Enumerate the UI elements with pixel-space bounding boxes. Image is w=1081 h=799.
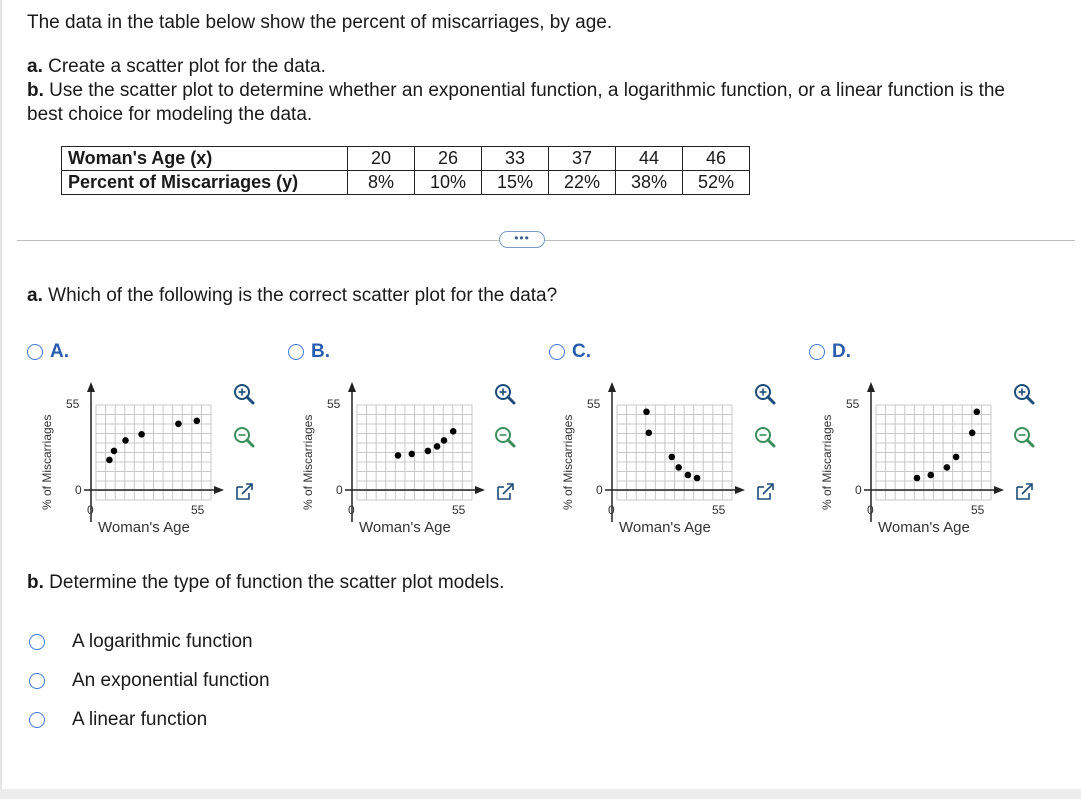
y-tick-label: 55	[327, 397, 341, 411]
scatter-point	[434, 443, 441, 450]
x-tick-label: 55	[971, 503, 985, 517]
table-row-x	[62, 147, 750, 171]
x-tick-label: 55	[452, 503, 466, 517]
part-a-prefix: a.	[27, 56, 43, 77]
scatter-point	[409, 451, 416, 458]
grid	[876, 405, 991, 500]
y-tick-label: 55	[846, 397, 860, 411]
pop-out-icon[interactable]	[498, 484, 513, 499]
option-logarithmic-label: A logarithmic function	[72, 631, 253, 652]
table-cell: 15%	[482, 171, 549, 195]
table-cell: 8%	[348, 171, 415, 195]
y-tick-label: 0	[855, 483, 862, 497]
x-axis-label: Woman's Age	[359, 519, 451, 536]
x-header: Woman's Age (x)	[62, 147, 348, 171]
pop-out-icon[interactable]	[1017, 484, 1032, 499]
option-c-letter: C.	[572, 341, 591, 362]
intro-text: The data in the table below show the percent of miscarriages, by age.	[27, 12, 613, 33]
scatter-point	[944, 464, 951, 471]
zoom-out-icon[interactable]	[235, 428, 253, 446]
radio-option-c[interactable]	[549, 344, 565, 360]
part-a-instruction	[27, 56, 326, 78]
question-a	[27, 285, 557, 307]
x-tick-label: 0	[348, 503, 355, 517]
scatter-point	[928, 472, 935, 479]
table-cell: 38%	[616, 171, 683, 195]
table-cell: 52%	[683, 171, 750, 195]
x-axis-arrow	[475, 486, 485, 494]
y-axis-arrow	[608, 382, 616, 392]
scatter-point	[441, 437, 448, 444]
question-b	[27, 572, 504, 594]
bottom-strip	[0, 789, 1081, 799]
y-axis-arrow	[87, 382, 95, 392]
x-tick-label: 0	[867, 503, 874, 517]
grid	[617, 405, 732, 500]
scatter-point	[685, 472, 692, 479]
table-cell: 46	[683, 147, 750, 171]
left-edge	[0, 0, 2, 799]
x-axis-label: Woman's Age	[98, 519, 190, 536]
table-cell: 20	[348, 147, 415, 171]
plot-svg	[816, 370, 1066, 540]
part-b-text: Use the scatter plot to determine whether an exponential function, a logarithmic function, or a linear function is the	[43, 80, 1005, 101]
x-tick-label: 0	[87, 503, 94, 517]
scatter-point	[974, 409, 981, 416]
zoom-in-icon[interactable]	[496, 385, 514, 403]
y-axis-label: % of Miscarriages	[301, 414, 315, 510]
y-axis-label: % of Miscarriages	[820, 414, 834, 510]
radio-option-d[interactable]	[809, 344, 825, 360]
zoom-in-icon[interactable]	[235, 385, 253, 403]
x-tick-label: 55	[712, 503, 726, 517]
pop-out-icon[interactable]	[758, 484, 773, 499]
option-linear-label: A linear function	[72, 709, 208, 730]
data-table	[61, 146, 750, 195]
table-cell: 33	[482, 147, 549, 171]
more-button[interactable]: •••	[499, 231, 545, 248]
section-divider	[17, 240, 1075, 241]
scatter-plot-c	[557, 370, 807, 540]
x-axis-arrow	[994, 486, 1004, 494]
part-b-prefix: b.	[27, 80, 44, 101]
zoom-in-icon[interactable]	[1015, 385, 1033, 403]
scatter-point	[669, 454, 676, 461]
scatter-point	[969, 430, 976, 437]
zoom-in-icon[interactable]	[756, 385, 774, 403]
y-axis-label: % of Miscarriages	[561, 414, 575, 510]
x-tick-label: 0	[608, 503, 615, 517]
plot-svg	[36, 370, 286, 540]
scatter-plot-a	[36, 370, 286, 540]
radio-option-a[interactable]	[27, 344, 43, 360]
scatter-point	[675, 464, 682, 471]
table-cell: 37	[549, 147, 616, 171]
scatter-point	[194, 418, 201, 425]
option-d-letter: D.	[832, 341, 851, 362]
x-axis-label: Woman's Age	[878, 519, 970, 536]
y-header: Percent of Miscarriages (y)	[62, 171, 348, 195]
scatter-plot-d	[816, 370, 1066, 540]
x-axis-label: Woman's Age	[619, 519, 711, 536]
option-a-letter: A.	[50, 341, 69, 362]
zoom-out-icon[interactable]	[756, 428, 774, 446]
part-b-instruction	[27, 80, 1005, 102]
radio-option-b[interactable]	[288, 344, 304, 360]
part-a-text: Create a scatter plot for the data.	[42, 56, 326, 77]
scatter-point	[138, 431, 145, 438]
table-cell: 26	[415, 147, 482, 171]
scatter-point	[122, 437, 129, 444]
scatter-point	[106, 457, 113, 464]
y-tick-label: 55	[587, 397, 601, 411]
scatter-point	[914, 475, 921, 482]
scatter-point	[646, 430, 653, 437]
zoom-out-icon[interactable]	[496, 428, 514, 446]
table-row-y	[62, 171, 750, 195]
question-b-prefix: b.	[27, 572, 44, 593]
pop-out-icon[interactable]	[237, 484, 252, 499]
option-b-letter: B.	[311, 341, 330, 362]
x-axis-arrow	[735, 486, 745, 494]
scatter-point	[643, 409, 650, 416]
option-exponential-label: An exponential function	[72, 670, 270, 691]
y-axis-label: % of Miscarriages	[40, 414, 54, 510]
table-cell: 22%	[549, 171, 616, 195]
y-tick-label: 0	[336, 483, 343, 497]
plot-svg	[557, 370, 807, 540]
question-a-text: Which of the following is the correct scatter plot for the data?	[42, 285, 558, 306]
radio-logarithmic[interactable]	[29, 634, 45, 650]
radio-exponential[interactable]	[29, 673, 45, 689]
y-axis-arrow	[348, 382, 356, 392]
scatter-point	[694, 475, 701, 482]
y-tick-label: 0	[596, 483, 603, 497]
table-cell: 44	[616, 147, 683, 171]
scatter-plot-b	[297, 370, 547, 540]
scatter-point	[175, 421, 182, 428]
scatter-point	[953, 454, 960, 461]
zoom-out-icon[interactable]	[1015, 428, 1033, 446]
scatter-point	[450, 428, 457, 435]
y-axis-arrow	[867, 382, 875, 392]
radio-linear[interactable]	[29, 712, 45, 728]
plot-svg	[297, 370, 547, 540]
x-axis-arrow	[214, 486, 224, 494]
question-b-text: Determine the type of function the scatter plot models.	[43, 572, 505, 593]
scatter-point	[425, 448, 432, 455]
table-cell: 10%	[415, 171, 482, 195]
x-tick-label: 55	[191, 503, 205, 517]
scatter-point	[111, 448, 118, 455]
y-tick-label: 55	[66, 397, 80, 411]
part-b-instruction-cont: best choice for modeling the data.	[27, 104, 313, 125]
y-tick-label: 0	[75, 483, 82, 497]
scatter-point	[395, 452, 402, 459]
question-a-prefix: a.	[27, 285, 43, 306]
